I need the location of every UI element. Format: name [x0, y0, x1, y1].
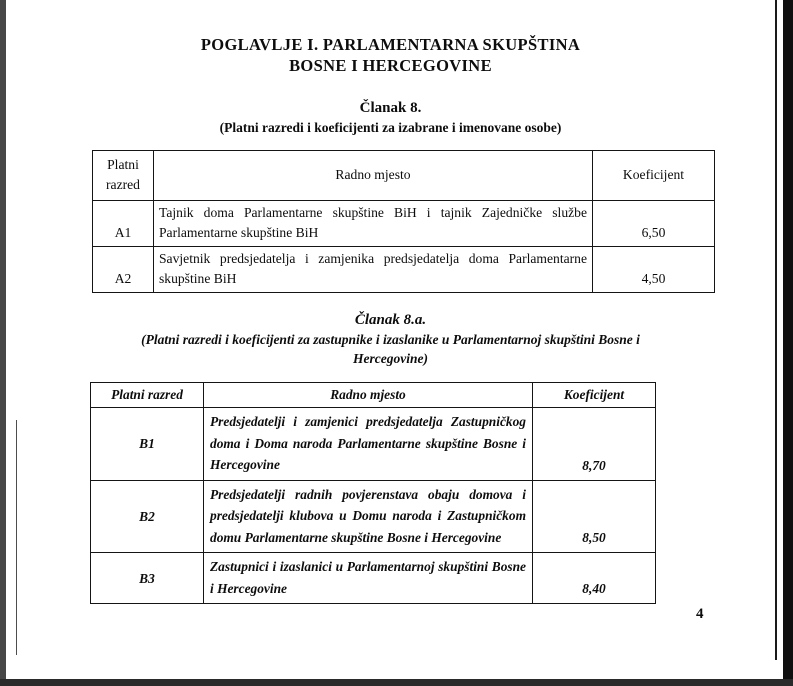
table-row — [93, 247, 715, 293]
cell-grade: A1 — [93, 201, 154, 247]
column-header-grade-line-1: Platni — [107, 157, 139, 172]
table-header-row — [93, 151, 715, 201]
table-salary-grades-a — [92, 150, 715, 293]
cell-role: Predsjedatelji radnih povjerenstava obaju domova i predsjedatelji klubova u Domu naroda i Zastupničkom domu Parlamentarne skupštine Bosne i Hercegovine — [204, 480, 533, 553]
cell-coefficient: 4,50 — [593, 247, 715, 293]
cell-coefficient: 6,50 — [593, 201, 715, 247]
chapter-title — [6, 34, 775, 76]
cell-grade: B3 — [91, 553, 204, 604]
chapter-title-line-1: POGLAVLJE I. PARLAMENTARNA SKUPŠTINA — [200, 35, 581, 54]
article-8a-subtitle-line-2: Hercegovine) — [353, 351, 428, 366]
article-8-heading: Članak 8. — [359, 100, 422, 116]
column-header-grade-line-2: razred — [106, 177, 140, 192]
article-8-heading-block — [6, 98, 775, 137]
cell-coefficient: 8,40 — [533, 553, 656, 604]
cell-coefficient: 8,50 — [533, 480, 656, 553]
cell-grade: B1 — [91, 408, 204, 481]
column-header-grade — [93, 151, 154, 201]
cell-coefficient: 8,70 — [533, 408, 656, 481]
chapter-title-line-2: BOSNE I HERCEGOVINE — [289, 56, 492, 75]
scan-edge-bottom — [0, 679, 793, 686]
table-header-row — [91, 383, 656, 408]
cell-role: Zastupnici i izaslanici u Parlamentarnoj skupštini Bosne i Hercegovine — [204, 553, 533, 604]
cell-role: Savjetnik predsjedatelja i zamjenika predsjedatelja doma Parlamentarne skupštine BiH — [154, 247, 593, 293]
column-header-role: Radno mjesto — [204, 383, 533, 408]
cell-role: Tajnik doma Parlamentarne skupštine BiH i tajnik Zajedničke službe Parlamentarne skupštine BiH — [154, 201, 593, 247]
column-header-coefficient: Koeficijent — [593, 151, 715, 201]
page-number: 4 — [696, 606, 704, 622]
table-row — [93, 201, 715, 247]
table-row — [91, 553, 656, 604]
cell-grade: A2 — [93, 247, 154, 293]
article-8-subtitle: (Platni razredi i koeficijenti za izabrane i imenovane osobe) — [219, 120, 562, 135]
scan-fold-line — [775, 0, 777, 660]
column-header-coefficient: Koeficijent — [533, 383, 656, 408]
table-row — [91, 480, 656, 553]
scan-edge-right — [783, 0, 793, 686]
column-header-grade: Platni razred — [91, 383, 204, 408]
document-page — [6, 0, 775, 679]
column-header-role: Radno mjesto — [154, 151, 593, 201]
article-8a-heading-block — [6, 310, 775, 368]
table-row — [91, 408, 656, 481]
cell-role: Predsjedatelji i zamjenici predsjedatelja Zastupničkog doma i Doma naroda Parlamentarne skupštine Bosne i Hercegovine — [204, 408, 533, 481]
article-8a-subtitle-line-1: (Platni razredi i koeficijenti za zastupnike i izaslanike u Parlamentarnoj skupštini Bosne i — [141, 332, 640, 347]
cell-grade: B2 — [91, 480, 204, 553]
article-8a-heading: Članak 8.a. — [354, 312, 427, 328]
table-salary-grades-b — [90, 382, 656, 604]
